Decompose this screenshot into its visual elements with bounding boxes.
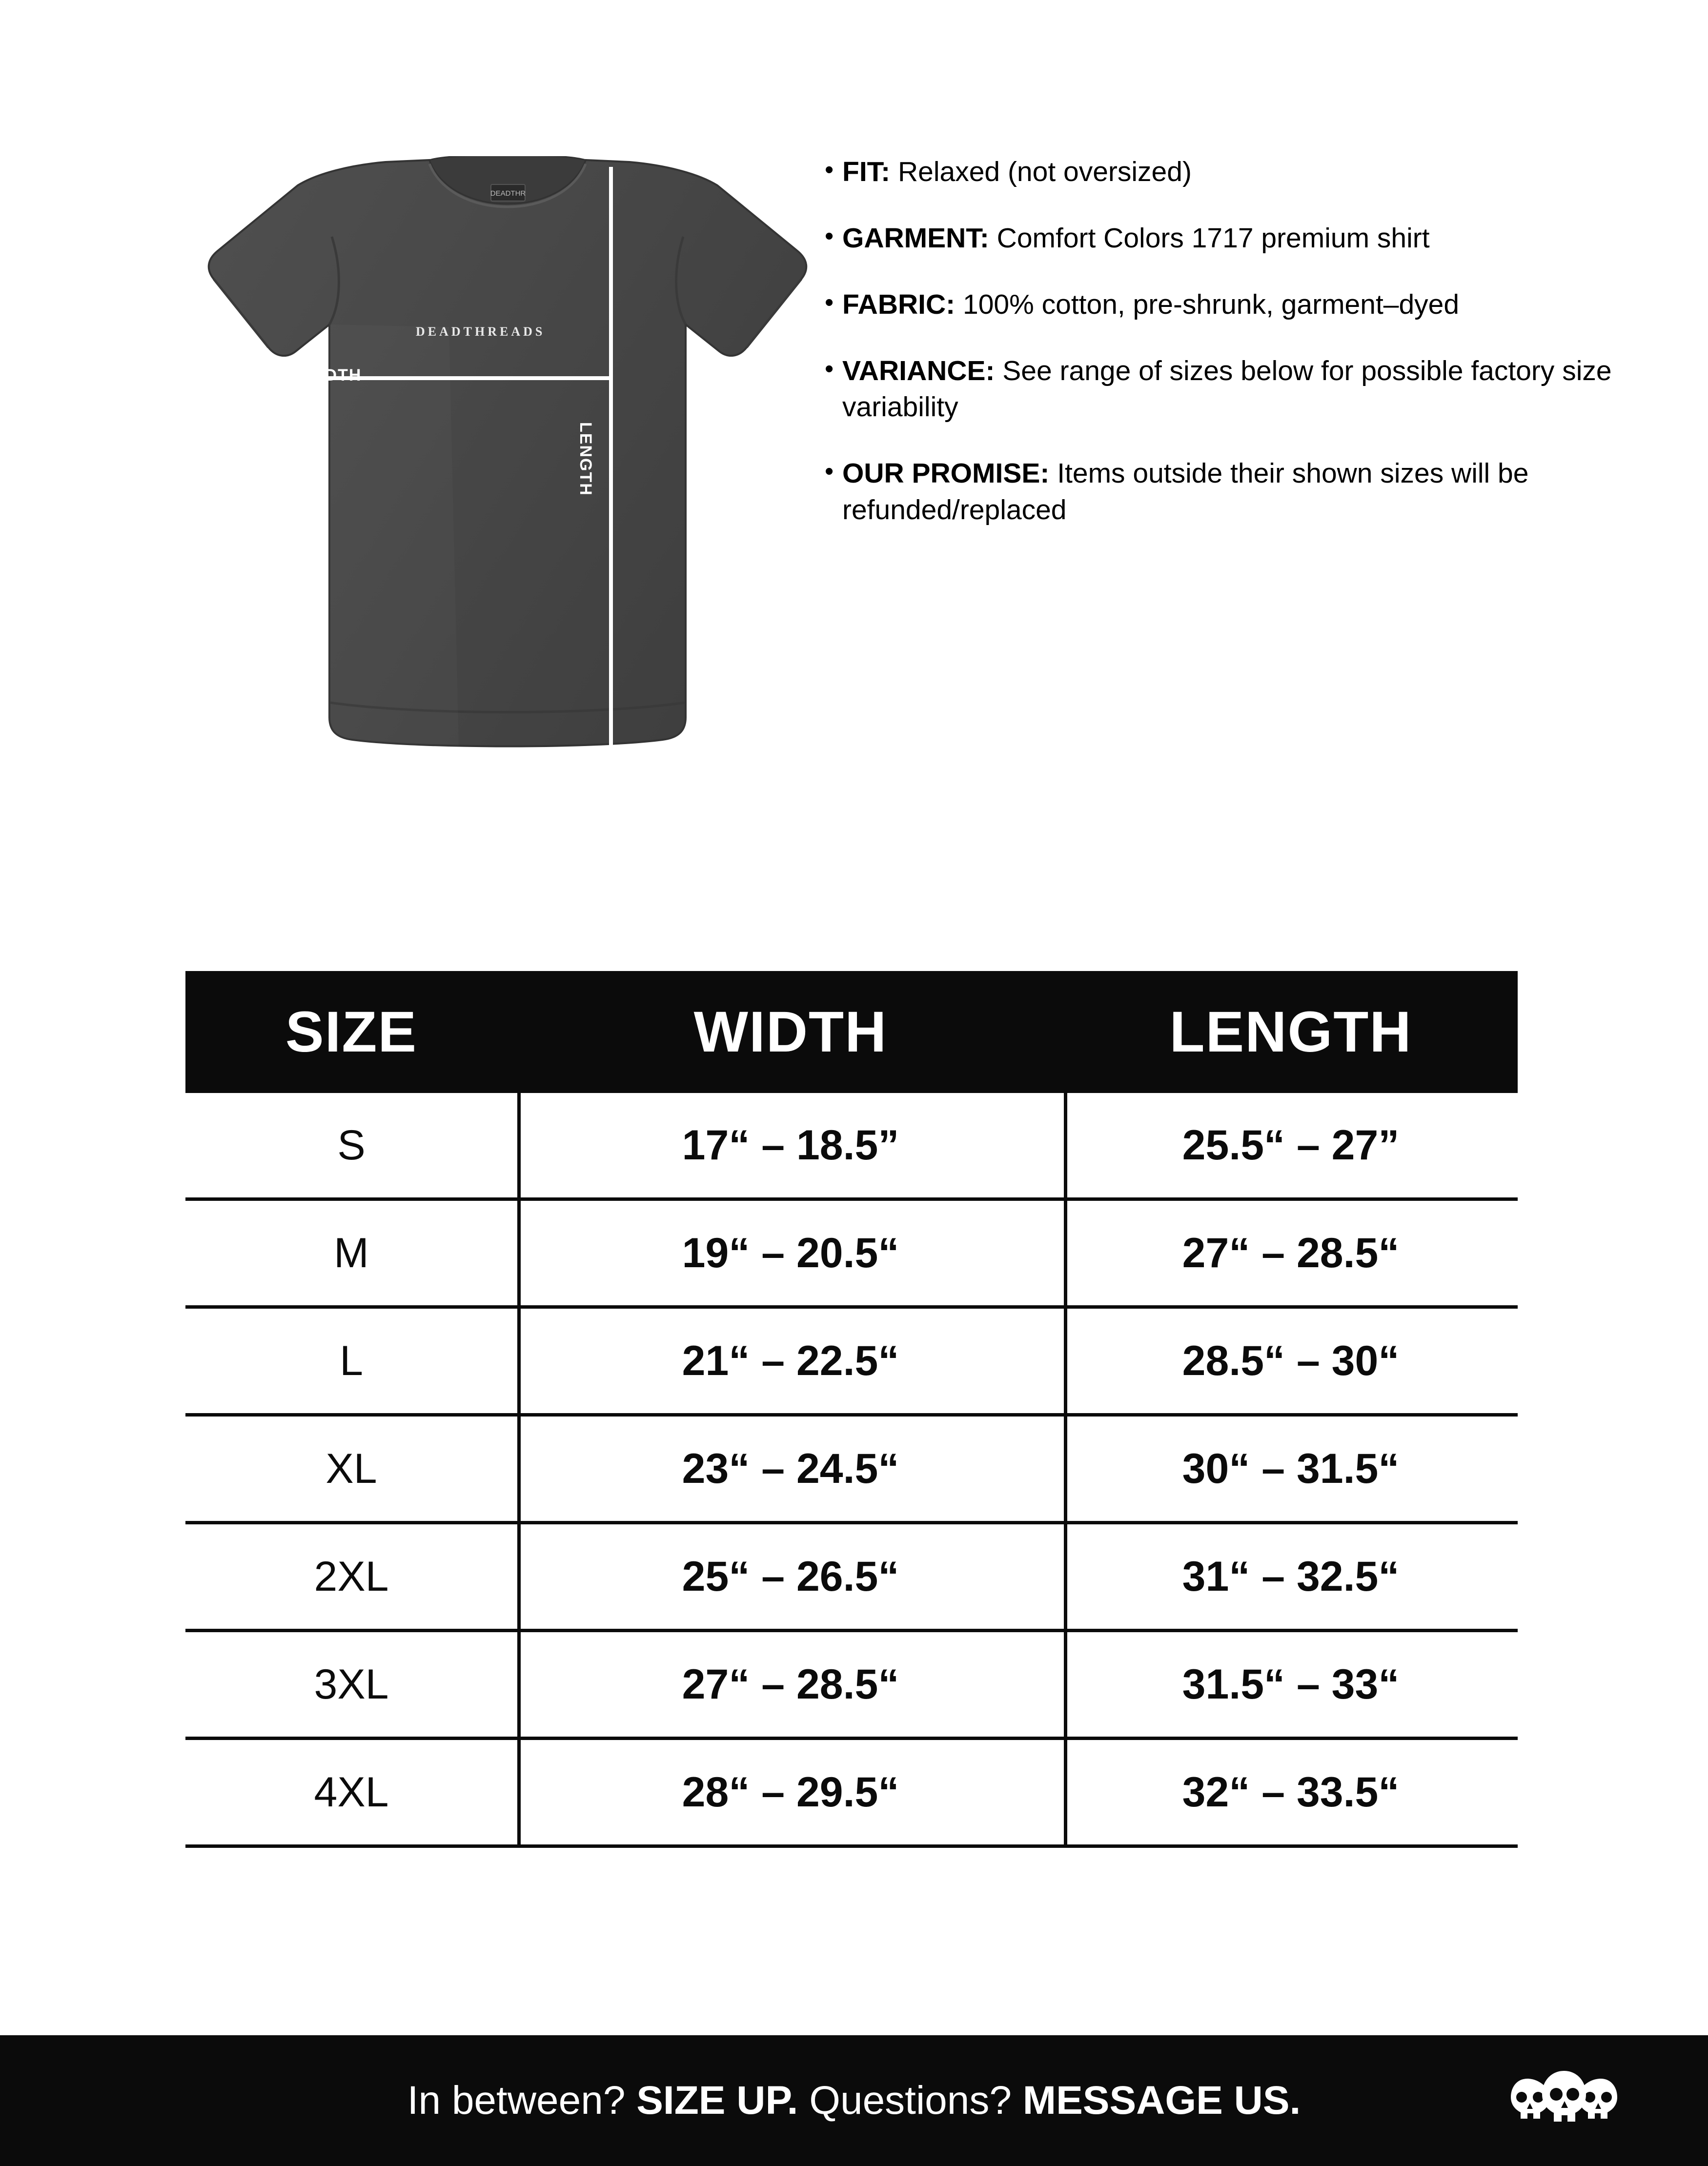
cell-length: 31“ – 32.5“ — [1182, 1553, 1400, 1600]
cell-size: M — [334, 1229, 369, 1276]
list-item — [825, 220, 1654, 256]
table-row — [185, 1093, 1518, 1201]
top-section — [0, 127, 1708, 908]
bullet-label: FABRIC: — [842, 289, 956, 321]
bullet-text: Items outside their shown sizes will be refunded/replaced — [842, 458, 1529, 526]
table-row — [185, 1309, 1518, 1417]
footer-part-1: In between? — [407, 2078, 637, 2123]
bullet-text: Relaxed (not oversized) — [890, 156, 1192, 187]
skulls-icon — [1508, 2064, 1620, 2137]
bullet-dot-icon: • — [825, 222, 834, 251]
table-row — [185, 1632, 1518, 1740]
cell-size: XL — [325, 1445, 377, 1492]
bullet-label: GARMENT: — [842, 223, 989, 254]
table-row — [185, 1740, 1518, 1848]
cell-length: 25.5“ – 27” — [1182, 1121, 1400, 1169]
list-item — [825, 353, 1654, 425]
cell-size: 2XL — [314, 1553, 389, 1600]
bullet-text: Comfort Colors 1717 premium shirt — [989, 223, 1430, 254]
list-item — [825, 154, 1654, 190]
footer-part-3: Questions? — [798, 2078, 1023, 2123]
bullet-dot-icon: • — [825, 355, 834, 384]
footer-part-2: SIZE UP. — [636, 2078, 798, 2123]
cell-width: 25“ – 26.5“ — [682, 1553, 899, 1600]
table-row — [185, 1417, 1518, 1524]
width-measure-label: WIDTH — [303, 366, 362, 385]
cell-size: 4XL — [314, 1768, 389, 1816]
footer-message — [407, 2078, 1301, 2124]
bullet-text: 100% cotton, pre-shrunk, garment–dyed — [955, 289, 1460, 321]
cell-size: 3XL — [314, 1660, 389, 1708]
cell-length: 31.5“ – 33“ — [1182, 1660, 1400, 1708]
details-list — [825, 154, 1654, 558]
footer-part-4: MESSAGE US. — [1022, 2078, 1301, 2123]
cell-width: 23“ – 24.5“ — [682, 1445, 899, 1492]
tshirt-graphic — [88, 156, 830, 766]
bullet-dot-icon: • — [825, 457, 834, 486]
cell-length: 32“ – 33.5“ — [1182, 1768, 1400, 1816]
cell-width: 17“ – 18.5” — [682, 1121, 899, 1169]
cell-width: 19“ – 20.5“ — [682, 1229, 899, 1276]
cell-size: L — [340, 1337, 363, 1384]
bullet-label: FIT: — [842, 156, 891, 187]
svg-text:DEADTHR: DEADTHR — [490, 189, 526, 198]
bullet-label: VARIANCE: — [842, 355, 995, 387]
header-width: WIDTH — [693, 1000, 888, 1064]
bullet-label: OUR PROMISE: — [842, 458, 1050, 489]
footer-banner — [0, 2035, 1708, 2166]
shirt-brand-print: DEADTHREADS — [416, 324, 546, 339]
cell-width: 27“ – 28.5“ — [682, 1660, 899, 1708]
size-table — [185, 971, 1518, 1848]
cell-width: 28“ – 29.5“ — [682, 1768, 899, 1816]
bullet-dot-icon: • — [825, 156, 834, 184]
header-size: SIZE — [285, 1000, 418, 1064]
table-header-row — [185, 971, 1518, 1093]
list-item — [825, 455, 1654, 527]
cell-length: 30“ – 31.5“ — [1182, 1445, 1400, 1492]
shirt-illustration — [88, 156, 830, 888]
header-length: LENGTH — [1169, 1000, 1412, 1064]
table-row — [185, 1524, 1518, 1632]
cell-size: S — [337, 1121, 366, 1169]
cell-length: 27“ – 28.5“ — [1182, 1229, 1400, 1276]
table-row — [185, 1201, 1518, 1309]
cell-length: 28.5“ – 30“ — [1182, 1337, 1400, 1384]
list-item — [825, 286, 1654, 323]
bullet-text: See range of sizes below for possible factory size variability — [842, 355, 1612, 423]
bullet-dot-icon: • — [825, 288, 834, 317]
cell-width: 21“ – 22.5“ — [682, 1337, 899, 1384]
length-measure-label: LENGTH — [576, 422, 595, 496]
